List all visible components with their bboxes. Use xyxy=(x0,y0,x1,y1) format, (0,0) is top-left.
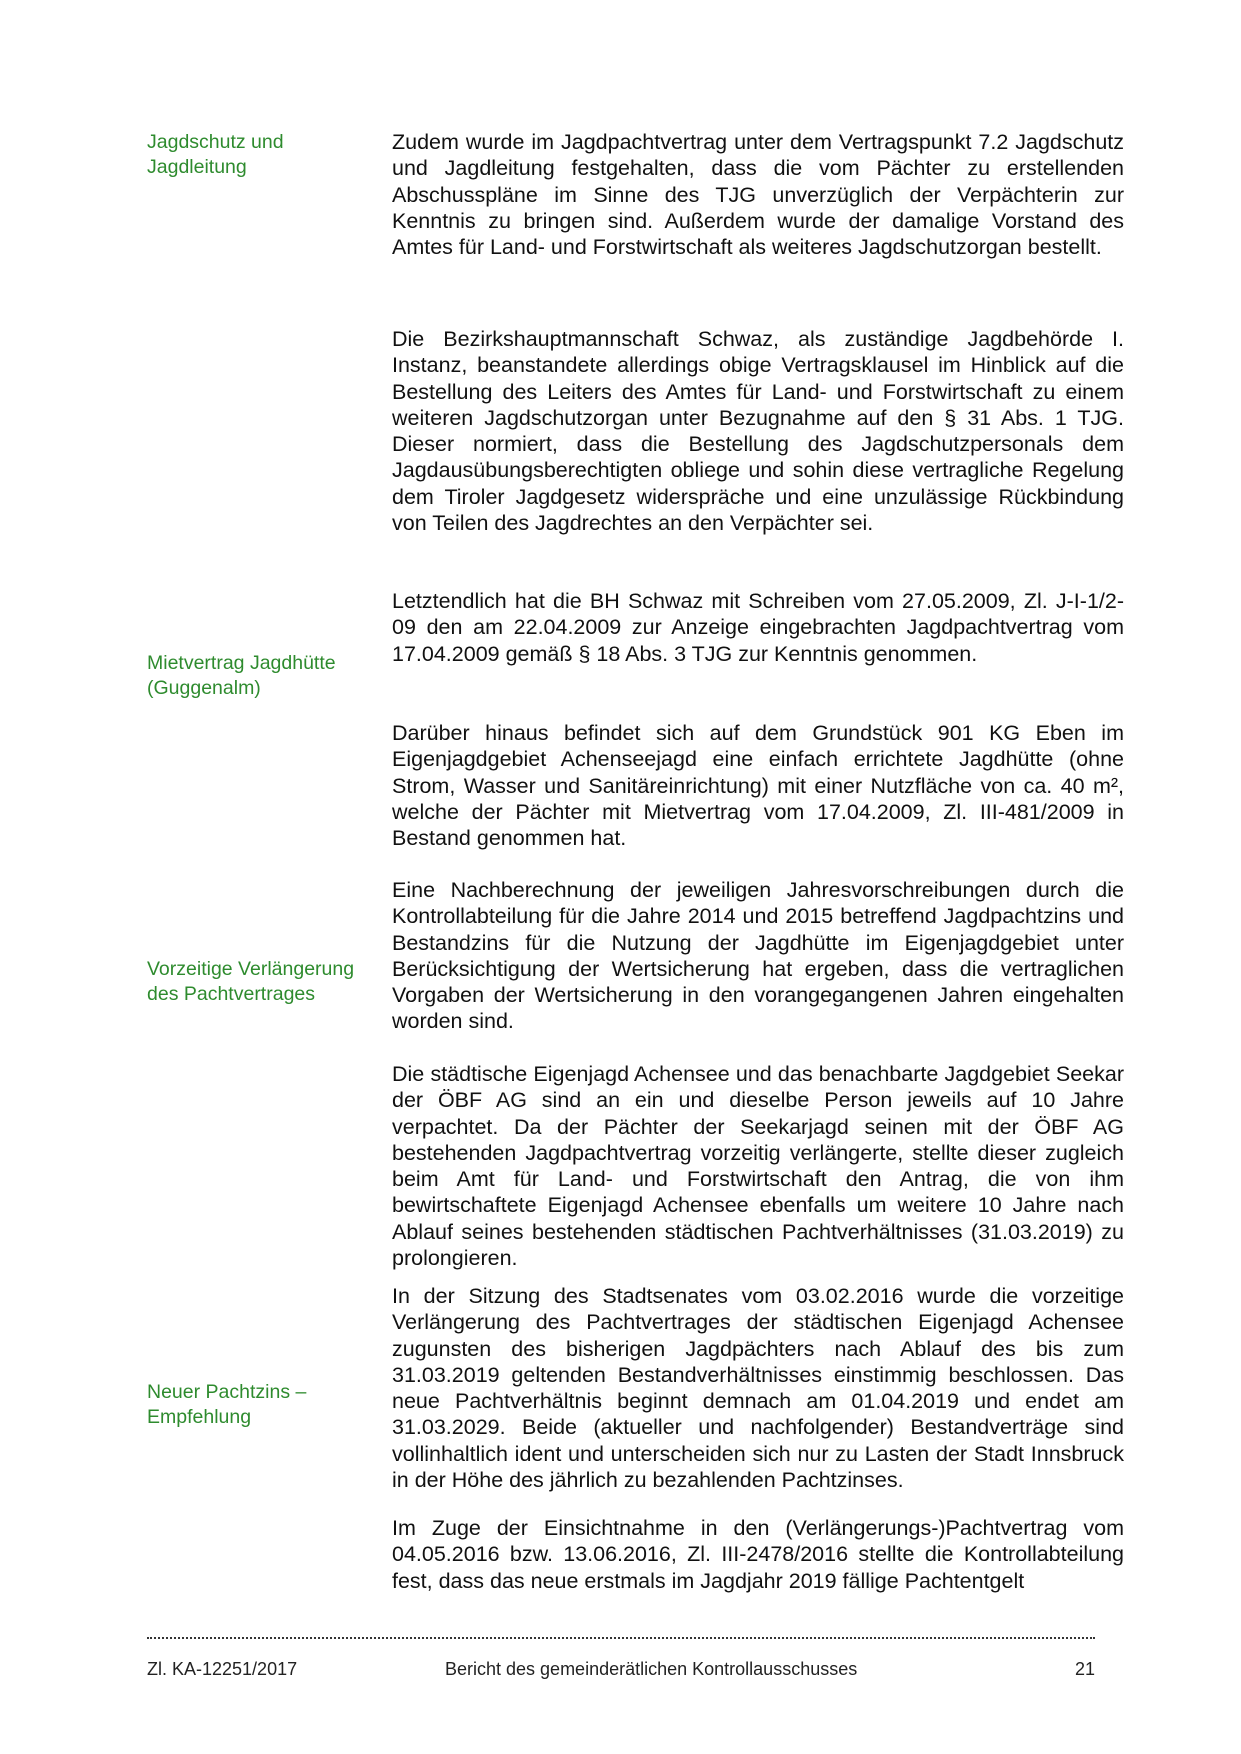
paragraph-verpachtung: Die städtische Eigenjagd Achensee und das benachbarte Jagdgebiet Seekar der ÖBF AG sind an ein und dieselbe Person jeweils auf 10 Jahre verpachtet. Da der Pächter der Seekarjagd seinen mit der ÖBF AG bestehenden Jagdpachtvertrag vorzeitig verlängerte, stellte dieser zugleich beim Amt für Land- und Forstwirtschaft den Antrag, die von ihm bewirtschaftete Eigenjagd Achensee ebenfalls um weitere 10 Jahre nach Ablauf seines bestehenden städtischen Pachtverhältnisses (31.03.2019) zu prolongieren. xyxy=(392,1062,1124,1271)
paragraph-pachtzins: Im Zuge der Einsichtnahme in den (Verlängerungs-)Pachtvertrag vom 04.05.2016 bzw. 13.06.2016, Zl. III-2478/2016 stellte die Kontrollabteilung fest, dass das neue erstmals im Jagdjahr 2019 fällige Pachtentgelt xyxy=(392,1516,1124,1593)
footer-dotted-rule xyxy=(147,1637,1095,1639)
margin-label-line: Jagdschutz und xyxy=(147,131,284,153)
paragraph-nachberechnung: Eine Nachberechnung der jeweiligen Jahresvorschreibungen durch die Kontrollabteilung für die Jahre 2014 und 2015 betreffend Jagdpachtzins und Bestandzins für die Nutzung der Jagdhütte im Eigenjagdgebiet unter Berücksichtigung der Wertsicherung hat ergeben, dass die vertraglichen Vorgaben der Wertsicherung in den vorangegangenen Jahren eingehalten worden sind. xyxy=(392,878,1124,1034)
margin-label-line: Vorzeitige Verlängerung xyxy=(147,958,355,980)
margin-label-line: Neuer Pachtzins – xyxy=(147,1381,307,1403)
paragraph-jagdhuette: Darüber hinaus befindet sich auf dem Grundstück 901 KG Eben im Eigenjagdgebiet Achenseejagd eine einfach errichtete Jagdhütte (ohne Strom, Wasser und Sanitäreinrichtung) mit einer Nutzfläche von ca. 40 m², welche der Pächter mit Mietvertrag vom 17.04.2009, Zl. III-481/2009 in Bestand genommen hat. xyxy=(392,721,1124,851)
footer-reference: Zl. KA-12251/2017 xyxy=(147,1659,298,1679)
margin-label-jagdschutz xyxy=(147,130,387,180)
paragraph-kenntnisnahme: Letztendlich hat die BH Schwaz mit Schreiben vom 27.05.2009, Zl. J-I-1/2-09 den am 22.04.2009 zur Anzeige eingebrachten Jagdpachtvertrag vom 17.04.2009 gemäß § 18 Abs. 3 TJG zur Kenntnis genommen. xyxy=(392,589,1124,666)
margin-label-line: Empfehlung xyxy=(147,1406,252,1428)
margin-label-mietvertrag xyxy=(147,651,387,701)
margin-label-line: des Pachtvertrages xyxy=(147,983,316,1005)
margin-label-line: (Guggenalm) xyxy=(147,677,261,699)
paragraph-jagdschutz: Zudem wurde im Jagdpachtvertrag unter dem Vertragspunkt 7.2 Jagdschutz und Jagdleitung festgehalten, dass die vom Pächter zu erstellenden Abschusspläne im Sinne des TJG unverzüglich der Verpächterin zur Kenntnis zu bringen sind. Außerdem wurde der damalige Vorstand des Amtes für Land- und Forstwirtschaft als weiteres Jagdschutzorgan bestellt. xyxy=(392,130,1124,260)
paragraph-stadtsenat: In der Sitzung des Stadtsenates vom 03.02.2016 wurde die vorzeitige Verlängerung des Pachtvertrages der städtischen Eigenjagd Achensee zugunsten des bisherigen Jagdpächters nach Ablauf des bis zum 31.03.2019 geltenden Bestandverhältnisses einstimmig beschlossen. Das neue Pachtverhältnis beginnt demnach am 01.04.2019 und endet am 31.03.2029. Beide (aktueller und nachfolgender) Bestandverträge sind vollinhaltlich ident und unterscheiden sich nur zu Lasten der Stadt Innsbruck in der Höhe des jährlich zu bezahlenden Pachtzinses. xyxy=(392,1284,1124,1493)
page-number: 21 xyxy=(1074,1659,1095,1679)
footer-title: Bericht des gemeinderätlichen Kontrollausschusses xyxy=(445,1659,858,1679)
paragraph-beanstandung: Die Bezirkshauptmannschaft Schwaz, als zuständige Jagdbehörde I. Instanz, beanstandete allerdings obige Vertragsklausel im Hinblick auf die Bestellung des Leiters des Amtes für Land- und Forstwirtschaft zu einem weiteren Jagdschutzorgan unter Bezugnahme auf den § 31 Abs. 1 TJG. Dieser normiert, dass die Bestellung des Jagdschutzpersonals dem Jagdausübungsberechtigten obliege und sohin diese vertragliche Regelung dem Tiroler Jagdgesetz widerspräche und eine unzulässige Rückbindung von Teilen des Jagdrechtes an den Verpächter sei. xyxy=(392,327,1124,536)
margin-label-line: Jagdleitung xyxy=(147,156,247,178)
margin-label-line: Mietvertrag Jagdhütte xyxy=(147,652,336,674)
margin-label-verlaengerung xyxy=(147,957,387,1007)
margin-label-pachtzins xyxy=(147,1380,387,1430)
